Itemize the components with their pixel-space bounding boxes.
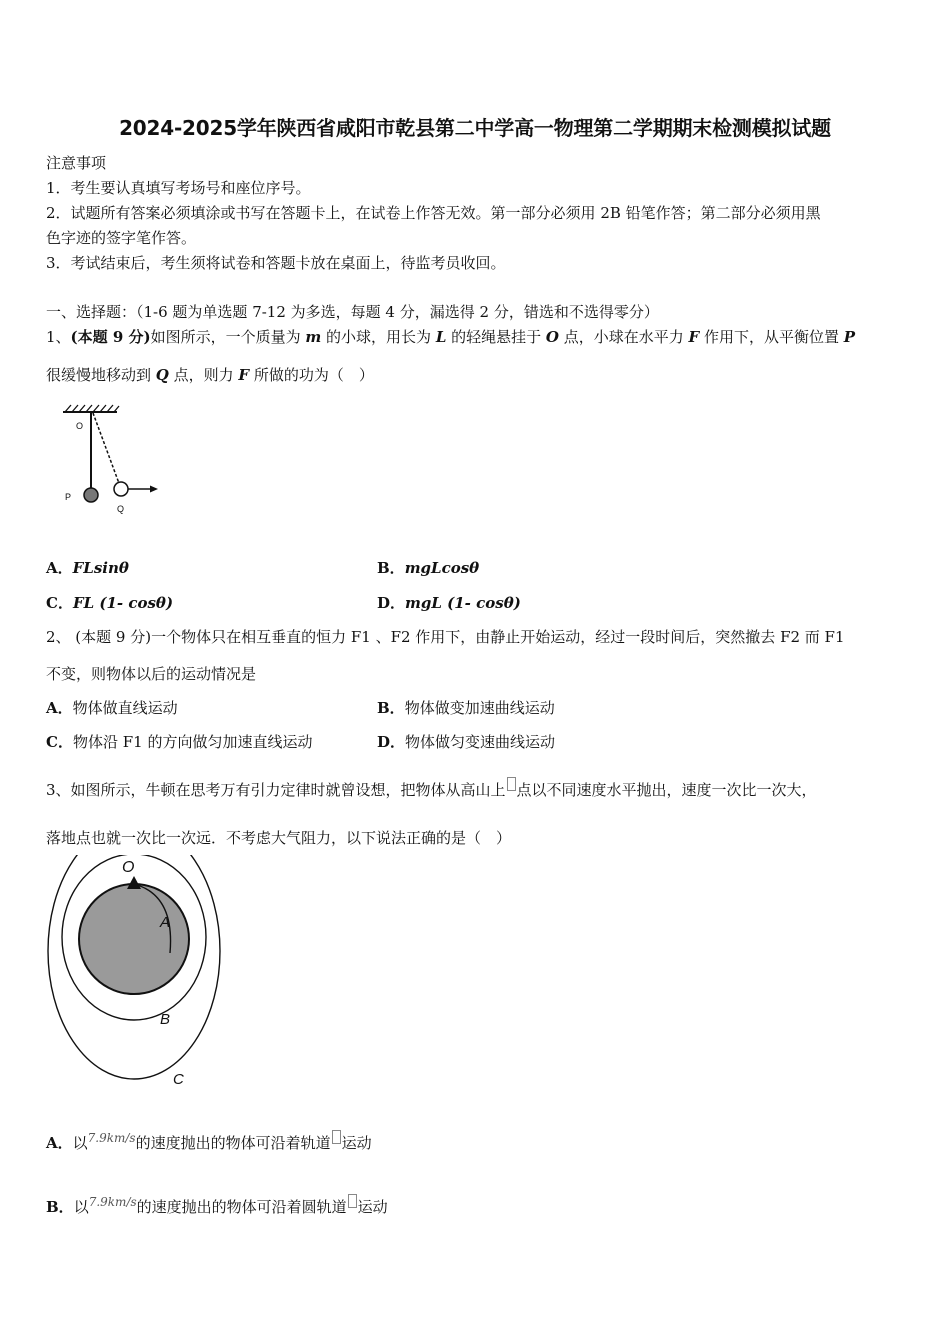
option-label: B． <box>377 699 405 717</box>
question-2-line-2: 不变，则物体以后的运动情况是 <box>46 665 257 683</box>
option-label: D． <box>377 733 406 751</box>
option-text: 运动 <box>341 1134 372 1152</box>
option-a[interactable] <box>46 1130 372 1153</box>
option-text: FL (1- cosθ) <box>72 594 174 612</box>
label-P: P <box>65 492 72 502</box>
string-deflected <box>93 413 120 486</box>
option-c[interactable] <box>46 731 312 752</box>
question-number: 1、 <box>46 328 71 346</box>
question-text: 点，小球在水平力 <box>559 328 689 346</box>
label-O: O <box>76 421 84 431</box>
option-text: 的速度抛出的物体可沿着圆轨道 <box>136 1198 347 1216</box>
notice-item: 3．考试结束后，考生须将试卷和答题卡放在桌面上，待监考员收回。 <box>46 254 506 272</box>
question-1-line-1 <box>46 326 855 347</box>
section-heading: 一、选择题：（1-6 题为单选题 7-12 为多选，每题 4 分，漏选得 2 分，错选和不选得零分） <box>46 303 659 321</box>
missing-glyph-icon <box>332 1130 341 1144</box>
option-text: 运动 <box>357 1198 388 1216</box>
option-label: D． <box>377 594 406 612</box>
question-text: 作用下，从平衡位置 <box>699 328 844 346</box>
option-text: 物体做匀变速曲线运动 <box>405 733 556 751</box>
option-d[interactable] <box>377 592 521 613</box>
option-label: A． <box>46 1134 73 1152</box>
option-text: 的速度抛出的物体可沿着轨道 <box>135 1134 331 1152</box>
option-label: A． <box>46 559 73 577</box>
option-a[interactable] <box>46 697 178 718</box>
earth <box>79 884 189 994</box>
question-text: 很缓慢地移动到 <box>46 366 156 384</box>
label-C: C <box>173 1071 184 1088</box>
missing-glyph-icon <box>507 777 516 791</box>
option-text: 以 <box>72 1134 88 1152</box>
option-text: 物体做直线运动 <box>72 699 178 717</box>
ball-P <box>84 488 98 502</box>
question-1-line-2 <box>46 364 374 385</box>
var-Q: Q <box>155 366 169 384</box>
page-title: 2024-2025学年陕西省咸阳市乾县第二中学高一物理第二学期期末检测模拟试题 <box>119 116 831 140</box>
option-b[interactable] <box>46 1194 388 1217</box>
option-label: B． <box>46 1198 74 1216</box>
option-text: 以 <box>73 1198 89 1216</box>
option-c[interactable] <box>46 592 173 613</box>
question-points: (本题 9 分) <box>70 328 151 346</box>
notice-item: 2．试题所有答案必须填涂或书写在答题卡上，在试卷上作答无效。第一部分必须用 2B 铅笔作答；第二部分必须用黑 <box>46 204 821 222</box>
pendulum-figure <box>55 400 170 520</box>
question-text: 所做的功为（ ） <box>249 366 374 384</box>
question-2-line-1: 2、 (本题 9 分)一个物体只在相互垂直的恒力 F1 、F2 作用下，由静止开始运动，经过一段时间后，突然撤去 F2 而 F1 <box>46 628 845 646</box>
var-m: m <box>305 328 322 346</box>
option-text: mgL (1- cosθ) <box>405 594 521 612</box>
option-label: B． <box>377 559 405 577</box>
option-label: C． <box>46 733 73 751</box>
question-text: 点，则力 <box>168 366 239 384</box>
question-3-line-1 <box>46 777 817 800</box>
ball-Q <box>114 482 128 496</box>
option-b[interactable] <box>377 557 479 578</box>
label-A: A <box>160 914 171 931</box>
var-L: L <box>435 328 447 346</box>
var-O: O <box>545 328 559 346</box>
option-text: FLsinθ <box>72 559 129 577</box>
question-text: 的轻绳悬挂于 <box>446 328 546 346</box>
option-text: 物体沿 F1 的方向做匀加速直线运动 <box>72 733 313 751</box>
option-text: mgLcosθ <box>404 559 480 577</box>
notice-item: 色字迹的签字笔作答。 <box>46 229 197 247</box>
var-F: F <box>688 328 700 346</box>
var-F: F <box>238 366 250 384</box>
option-d[interactable] <box>377 731 555 752</box>
notice-item: 1．考生要认真填写考场号和座位序号。 <box>46 179 311 197</box>
label-O: O <box>122 859 135 876</box>
question-text: 如图所示，一个质量为 <box>150 328 306 346</box>
label-Q: Q <box>117 504 125 514</box>
notice-heading: 注意事项 <box>46 154 107 172</box>
speed-value: 7.9km/s <box>88 1195 137 1209</box>
option-a[interactable] <box>46 557 129 578</box>
question-text: 的小球，用长为 <box>321 328 436 346</box>
question-text: 点以不同速度水平抛出，速度一次比一次大， <box>516 781 817 799</box>
question-text: 3、如图所示，牛顿在思考万有引力定律时就曾设想，把物体从高山上 <box>46 781 506 799</box>
label-B: B <box>160 1011 171 1028</box>
mountain-O <box>127 876 141 889</box>
var-P: P <box>843 328 856 346</box>
missing-glyph-icon <box>348 1194 357 1208</box>
question-3-line-2: 落地点也就一次比一次远．不考虑大气阻力，以下说法正确的是（ ） <box>46 829 512 847</box>
orbit-figure <box>40 855 230 1095</box>
option-label: C． <box>46 594 73 612</box>
option-text: 物体做变加速曲线运动 <box>404 699 555 717</box>
option-b[interactable] <box>377 697 555 718</box>
speed-value: 7.9km/s <box>87 1131 136 1145</box>
option-label: A． <box>46 699 73 717</box>
